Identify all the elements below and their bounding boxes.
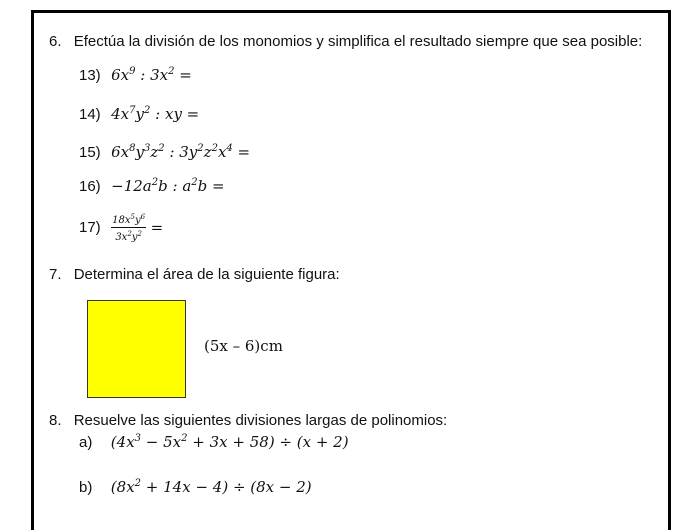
- exercise-17-fraction: [111, 211, 146, 244]
- section-6-instruction: Efectúa la división de los monomios y simplifica el resultado siempre que sea posible:: [73, 33, 643, 50]
- fraction-numerator: $18x^5y^6$: [112, 213, 146, 226]
- section-8-heading: [49, 412, 447, 429]
- exercise-a-label: a): [79, 434, 93, 451]
- exercise-16-label: 16): [79, 178, 101, 195]
- section-7-number: 7.: [49, 266, 62, 283]
- square-side-label: (5x – 6)cm: [204, 337, 283, 355]
- section-8-number: 8.: [49, 412, 62, 429]
- exercise-15-expression: $6x^8y^3z^2$ : $3y^2z^2x^4$ =: [111, 143, 251, 161]
- exercise-13: [79, 66, 192, 85]
- exercise-15: [79, 143, 250, 162]
- exercise-b: [79, 478, 312, 497]
- exercise-16-expression: $-12a^2b$ : $a^2b$ =: [111, 177, 225, 195]
- exercise-17-label: 17): [79, 219, 101, 236]
- exercise-17-equals: =: [150, 218, 164, 237]
- exercise-17: [79, 211, 163, 244]
- exercise-14-label: 14): [79, 106, 101, 123]
- section-7-heading: [49, 266, 340, 283]
- exercise-14-expression: $4x^7y^2$ : xy =: [111, 105, 200, 123]
- exercise-13-expression: $6x^9$ : $3x^2$ =: [111, 66, 192, 84]
- section-6-number: 6.: [49, 33, 62, 50]
- exercise-14: [79, 105, 199, 124]
- exercise-b-label: b): [79, 479, 93, 496]
- section-8-instruction: Resuelve las siguientes divisiones largas de polinomios:: [73, 412, 448, 429]
- section-6-heading: [49, 33, 642, 50]
- fraction-denominator: $3x^2y^2$: [115, 230, 142, 243]
- exercise-13-label: 13): [79, 67, 101, 84]
- exercise-a: [79, 433, 349, 452]
- yellow-square-figure: [87, 300, 186, 398]
- exercise-15-label: 15): [79, 144, 101, 161]
- exercise-16: [79, 177, 225, 196]
- section-7-instruction: Determina el área de la siguiente figura:: [73, 266, 340, 283]
- exercise-b-expression: $(8x^2 + 14x - 4) \div (8x - 2)$: [110, 478, 312, 496]
- exercise-a-expression: $(4x^3 - 5x^2 + 3x + 58) \div (x + 2)$: [110, 433, 349, 451]
